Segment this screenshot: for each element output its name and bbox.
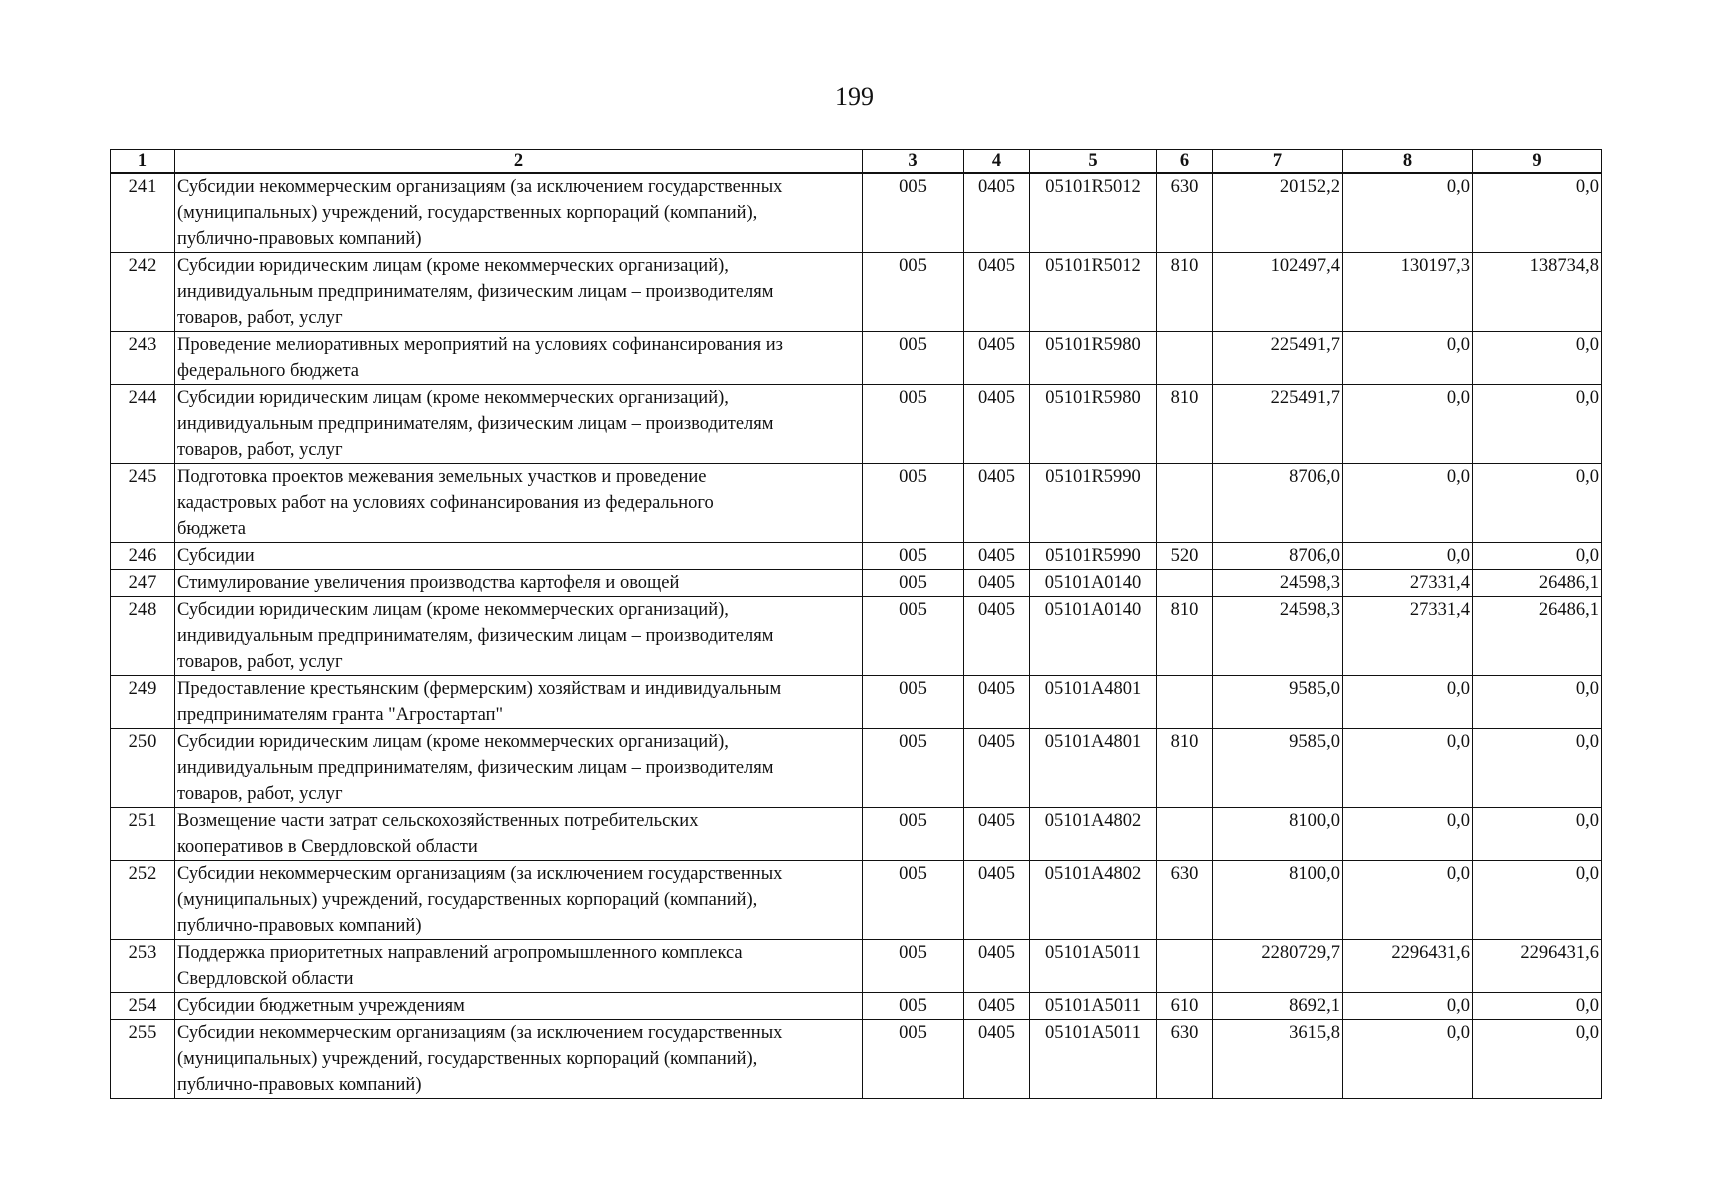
target-article-code: 05101R5012 (1030, 253, 1157, 332)
ministry-code: 005 (863, 597, 964, 676)
ministry-code: 005 (863, 993, 964, 1020)
target-article-code: 05101R5980 (1030, 385, 1157, 464)
column-header: 3 (863, 150, 964, 174)
description-line: Проведение мелиоративных мероприятий на условиях софинансирования из (177, 335, 783, 355)
amount-year-2: 0,0 (1343, 993, 1473, 1020)
section-code: 0405 (964, 993, 1030, 1020)
row-description (175, 861, 863, 940)
row-description (175, 332, 863, 385)
amount-year-3: 0,0 (1473, 385, 1602, 464)
description-line: Субсидии (177, 546, 255, 566)
description-line: индивидуальным предпринимателям, физическим лицам – производителям (177, 758, 774, 778)
target-article-code: 05101R5012 (1030, 173, 1157, 253)
row-number: 241 (111, 173, 175, 253)
amount-year-3: 26486,1 (1473, 570, 1602, 597)
column-header: 1 (111, 150, 175, 174)
section-code: 0405 (964, 597, 1030, 676)
expense-type-code: 810 (1157, 385, 1213, 464)
description-line: Субсидии некоммерческим организациям (за исключением государственных (177, 1023, 783, 1043)
amount-year-3: 0,0 (1473, 1020, 1602, 1099)
amount-year-1: 102497,4 (1213, 253, 1343, 332)
amount-year-1: 20152,2 (1213, 173, 1343, 253)
table-row (111, 729, 1602, 808)
section-code: 0405 (964, 332, 1030, 385)
row-number: 247 (111, 570, 175, 597)
section-code: 0405 (964, 1020, 1030, 1099)
ministry-code: 005 (863, 808, 964, 861)
row-description (175, 385, 863, 464)
amount-year-1: 8706,0 (1213, 543, 1343, 570)
section-code: 0405 (964, 729, 1030, 808)
description-line: Предоставление крестьянским (фермерским) хозяйствам и индивидуальным (177, 679, 782, 699)
section-code: 0405 (964, 543, 1030, 570)
description-line: индивидуальным предпринимателям, физическим лицам – производителям (177, 414, 774, 434)
table-row (111, 173, 1602, 253)
amount-year-3: 0,0 (1473, 808, 1602, 861)
amount-year-1: 24598,3 (1213, 570, 1343, 597)
description-line: Возмещение части затрат сельскохозяйственных потребительских (177, 811, 699, 831)
expense-type-code (1157, 464, 1213, 543)
header-row (111, 150, 1602, 174)
description-line: товаров, работ, услуг (177, 652, 343, 672)
amount-year-1: 9585,0 (1213, 676, 1343, 729)
column-header: 8 (1343, 150, 1473, 174)
table-row (111, 1020, 1602, 1099)
row-description (175, 940, 863, 993)
row-number: 255 (111, 1020, 175, 1099)
ministry-code: 005 (863, 464, 964, 543)
row-description (175, 597, 863, 676)
column-header: 2 (175, 150, 863, 174)
description-line: Свердловской области (177, 969, 354, 989)
budget-table (110, 149, 1602, 1099)
row-number: 242 (111, 253, 175, 332)
table-row (111, 676, 1602, 729)
amount-year-2: 0,0 (1343, 676, 1473, 729)
description-line: Субсидии бюджетным учреждениям (177, 996, 465, 1016)
row-number: 252 (111, 861, 175, 940)
amount-year-3: 0,0 (1473, 861, 1602, 940)
target-article-code: 05101А4801 (1030, 676, 1157, 729)
row-number: 246 (111, 543, 175, 570)
expense-type-code: 630 (1157, 861, 1213, 940)
amount-year-3: 138734,8 (1473, 253, 1602, 332)
amount-year-1: 8706,0 (1213, 464, 1343, 543)
row-number: 249 (111, 676, 175, 729)
column-header: 9 (1473, 150, 1602, 174)
amount-year-1: 225491,7 (1213, 385, 1343, 464)
expense-type-code: 610 (1157, 993, 1213, 1020)
expense-type-code (1157, 332, 1213, 385)
row-description (175, 1020, 863, 1099)
row-description (175, 729, 863, 808)
expense-type-code: 810 (1157, 253, 1213, 332)
table-row (111, 861, 1602, 940)
description-line: (муниципальных) учреждений, государственных корпораций (компаний), (177, 203, 758, 223)
table-row (111, 597, 1602, 676)
target-article-code: 05101А0140 (1030, 597, 1157, 676)
expense-type-code (1157, 940, 1213, 993)
amount-year-2: 27331,4 (1343, 570, 1473, 597)
amount-year-1: 8100,0 (1213, 808, 1343, 861)
table-row (111, 993, 1602, 1020)
ministry-code: 005 (863, 676, 964, 729)
ministry-code: 005 (863, 729, 964, 808)
column-header: 7 (1213, 150, 1343, 174)
description-line: публично-правовых компаний) (177, 229, 422, 249)
amount-year-2: 0,0 (1343, 385, 1473, 464)
column-header: 4 (964, 150, 1030, 174)
amount-year-1: 3615,8 (1213, 1020, 1343, 1099)
ministry-code: 005 (863, 543, 964, 570)
amount-year-2: 0,0 (1343, 543, 1473, 570)
description-line: Поддержка приоритетных направлений агропромышленного комплекса (177, 943, 743, 963)
row-description (175, 808, 863, 861)
amount-year-3: 0,0 (1473, 676, 1602, 729)
description-line: публично-правовых компаний) (177, 916, 422, 936)
amount-year-2: 130197,3 (1343, 253, 1473, 332)
amount-year-2: 0,0 (1343, 173, 1473, 253)
amount-year-3: 2296431,6 (1473, 940, 1602, 993)
amount-year-2: 0,0 (1343, 808, 1473, 861)
amount-year-3: 0,0 (1473, 332, 1602, 385)
amount-year-3: 26486,1 (1473, 597, 1602, 676)
row-number: 254 (111, 993, 175, 1020)
amount-year-2: 0,0 (1343, 729, 1473, 808)
amount-year-1: 8100,0 (1213, 861, 1343, 940)
amount-year-1: 225491,7 (1213, 332, 1343, 385)
ministry-code: 005 (863, 332, 964, 385)
description-line: Субсидии некоммерческим организациям (за исключением государственных (177, 864, 783, 884)
section-code: 0405 (964, 940, 1030, 993)
row-description (175, 570, 863, 597)
row-description (175, 676, 863, 729)
target-article-code: 05101А5011 (1030, 1020, 1157, 1099)
row-number: 251 (111, 808, 175, 861)
table-row (111, 385, 1602, 464)
expense-type-code (1157, 676, 1213, 729)
expense-type-code: 810 (1157, 729, 1213, 808)
description-line: бюджета (177, 519, 246, 539)
expense-type-code: 520 (1157, 543, 1213, 570)
row-description (175, 253, 863, 332)
description-line: федерального бюджета (177, 361, 360, 381)
table-row (111, 808, 1602, 861)
amount-year-1: 9585,0 (1213, 729, 1343, 808)
section-code: 0405 (964, 676, 1030, 729)
ministry-code: 005 (863, 570, 964, 597)
description-line: предпринимателям гранта "Агростартап" (177, 705, 504, 725)
description-line: Субсидии юридическим лицам (кроме некоммерческих организаций), (177, 256, 729, 276)
table-row (111, 464, 1602, 543)
amount-year-1: 2280729,7 (1213, 940, 1343, 993)
section-code: 0405 (964, 253, 1030, 332)
table-row (111, 570, 1602, 597)
section-code: 0405 (964, 385, 1030, 464)
description-line: индивидуальным предпринимателям, физическим лицам – производителям (177, 626, 774, 646)
row-description (175, 464, 863, 543)
row-description (175, 173, 863, 253)
amount-year-3: 0,0 (1473, 993, 1602, 1020)
target-article-code: 05101А0140 (1030, 570, 1157, 597)
description-line: (муниципальных) учреждений, государственных корпораций (компаний), (177, 890, 758, 910)
ministry-code: 005 (863, 861, 964, 940)
description-line: Субсидии юридическим лицам (кроме некоммерческих организаций), (177, 388, 729, 408)
ministry-code: 005 (863, 253, 964, 332)
section-code: 0405 (964, 173, 1030, 253)
amount-year-2: 27331,4 (1343, 597, 1473, 676)
ministry-code: 005 (863, 173, 964, 253)
table-row (111, 332, 1602, 385)
amount-year-2: 2296431,6 (1343, 940, 1473, 993)
description-line: товаров, работ, услуг (177, 784, 343, 804)
row-number: 250 (111, 729, 175, 808)
description-line: Субсидии юридическим лицам (кроме некоммерческих организаций), (177, 600, 729, 620)
target-article-code: 05101А5011 (1030, 993, 1157, 1020)
page-number: 199 (835, 82, 874, 111)
expense-type-code: 630 (1157, 1020, 1213, 1099)
description-line: Субсидии юридическим лицам (кроме некоммерческих организаций), (177, 732, 729, 752)
ministry-code: 005 (863, 940, 964, 993)
description-line: Стимулирование увеличения производства картофеля и овощей (177, 573, 680, 593)
description-line: Субсидии некоммерческим организациям (за исключением государственных (177, 177, 783, 197)
section-code: 0405 (964, 464, 1030, 543)
description-line: публично-правовых компаний) (177, 1075, 422, 1095)
section-code: 0405 (964, 861, 1030, 940)
row-description (175, 993, 863, 1020)
description-line: Подготовка проектов межевания земельных участков и проведение (177, 467, 707, 487)
row-description (175, 543, 863, 570)
amount-year-3: 0,0 (1473, 464, 1602, 543)
amount-year-2: 0,0 (1343, 861, 1473, 940)
row-number: 253 (111, 940, 175, 993)
table-row (111, 253, 1602, 332)
description-line: кооперативов в Свердловской области (177, 837, 478, 857)
amount-year-3: 0,0 (1473, 543, 1602, 570)
expense-type-code (1157, 808, 1213, 861)
amount-year-1: 8692,1 (1213, 993, 1343, 1020)
expense-type-code: 630 (1157, 173, 1213, 253)
table-row (111, 940, 1602, 993)
amount-year-3: 0,0 (1473, 729, 1602, 808)
amount-year-2: 0,0 (1343, 464, 1473, 543)
target-article-code: 05101R5980 (1030, 332, 1157, 385)
description-line: индивидуальным предпринимателям, физическим лицам – производителям (177, 282, 774, 302)
target-article-code: 05101А4802 (1030, 861, 1157, 940)
column-header: 5 (1030, 150, 1157, 174)
target-article-code: 05101А4802 (1030, 808, 1157, 861)
row-number: 244 (111, 385, 175, 464)
description-line: товаров, работ, услуг (177, 440, 343, 460)
amount-year-2: 0,0 (1343, 332, 1473, 385)
target-article-code: 05101А5011 (1030, 940, 1157, 993)
target-article-code: 05101А4801 (1030, 729, 1157, 808)
section-code: 0405 (964, 808, 1030, 861)
amount-year-2: 0,0 (1343, 1020, 1473, 1099)
table-row (111, 543, 1602, 570)
row-number: 245 (111, 464, 175, 543)
description-line: товаров, работ, услуг (177, 308, 343, 328)
amount-year-3: 0,0 (1473, 173, 1602, 253)
expense-type-code: 810 (1157, 597, 1213, 676)
amount-year-1: 24598,3 (1213, 597, 1343, 676)
column-header: 6 (1157, 150, 1213, 174)
section-code: 0405 (964, 570, 1030, 597)
table-body (111, 173, 1602, 1099)
description-line: (муниципальных) учреждений, государственных корпораций (компаний), (177, 1049, 758, 1069)
description-line: кадастровых работ на условиях софинансирования из федерального (177, 493, 714, 513)
row-number: 243 (111, 332, 175, 385)
target-article-code: 05101R5990 (1030, 543, 1157, 570)
row-number: 248 (111, 597, 175, 676)
ministry-code: 005 (863, 1020, 964, 1099)
target-article-code: 05101R5990 (1030, 464, 1157, 543)
expense-type-code (1157, 570, 1213, 597)
ministry-code: 005 (863, 385, 964, 464)
